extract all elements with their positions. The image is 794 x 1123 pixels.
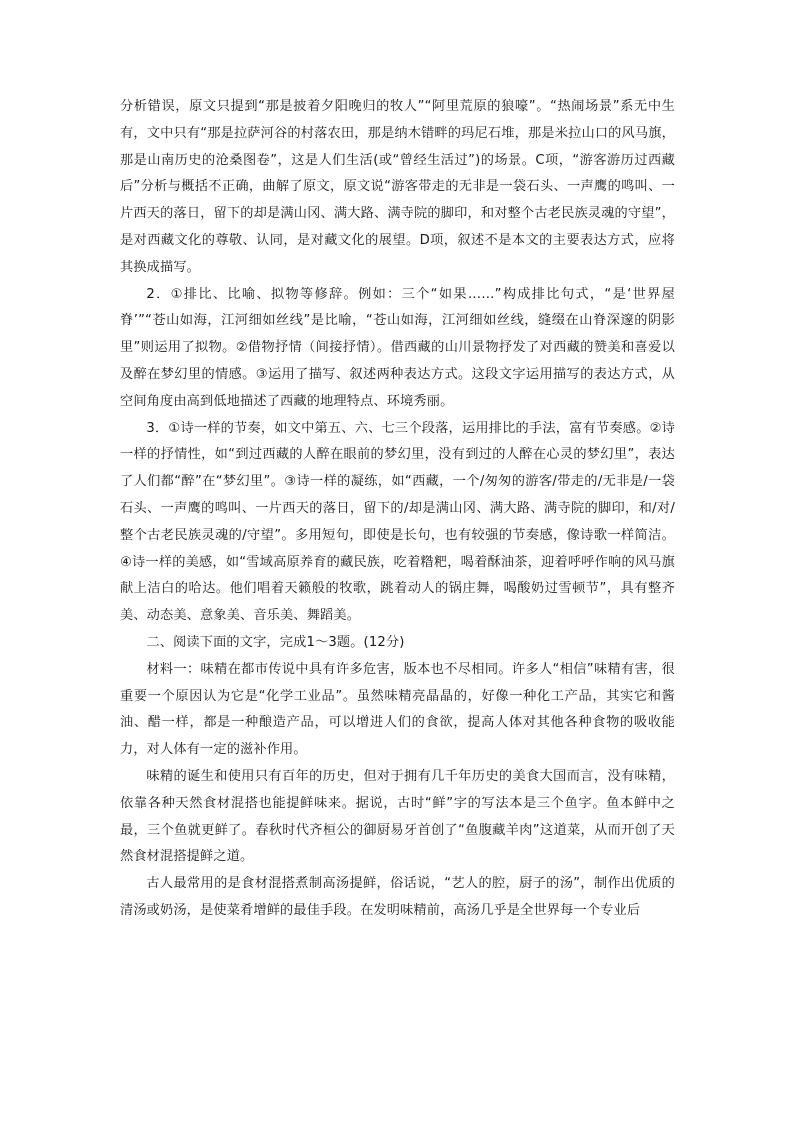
soup-stock-paragraph: 古人最常用的是食材混搭煮制高汤提鲜，俗话说，“艺人的腔，厨子的汤”，制作出优质的清汤或奶汤，是使菜肴增鲜的最佳手段。在发明味精前，高汤几乎是全世界每一个专业后 [120, 876, 675, 918]
answer-3-paragraph: 3．①诗一样的节奏，如文中第五、六、七三个段落，运用排比的手法，富有节奏感。②诗一样的抒情性，如“到过西藏的人醉在眼前的梦幻里，没有到过的人醉在心灵的梦幻里”，表达了人们都“醉”在“梦幻里”。③诗一样的凝练，如“西藏，一个/匆匆的游客/带走的/无非是/一袋石头、一声鹰的鸣叫、一片西天的落日，留下的/却是满山冈、满大路、满寺院的脚印，和/对/整个古老民族灵魂的/守望”。多用短句，即使是长句，也有较强的节奏感，像诗歌一样简洁。④诗一样的美感，如“雪域高原养育的藏民族，吃着糌粑，喝着酥油茶，迎着呼呼作响的风马旗献上洁白的哈达。他们唱着天籁般的牧歌，跳着动人的锅庄舞，喝酸奶过雪顿节”，具有整齐美、动态美、意象美、音乐美、舞蹈美。 [120, 420, 675, 624]
analysis-paragraph-1: 分析错误，原文只提到“那是披着夕阳晚归的牧人”“阿里荒原的狼嚎”。“热闹场景”系无中生有，文中只有“那是拉萨河谷的村落农田，那是纳木错畔的玛尼石堆，那是米拉山口的风马旗，那是山南历史的沧桑图卷”，这是人们生活(或“曾经生活过”)的场景。C项，“游客游历过西藏后”分析与概括不正确，曲解了原文，原文说“游客带走的无非是一袋石头、一声鹰的鸣叫、一片西天的落日，留下的却是满山冈、满大路、满寺院的脚印，和对整个古老民族灵魂的守望”，是对西藏文化的尊敬、认同，是对藏文化的展望。D项，叙述不是本文的主要表达方式，应将其换成描写。 [120, 99, 675, 275]
answer-2-paragraph: 2．①排比、比喻、拟物等修辞。例如：三个“如果……”构成排比句式，“是‘世界屋脊’”“苍山如海，江河细如丝线”是比喻，“苍山如海，江河细如丝线，缝缀在山脊深邃的阴影里”则运用了拟物。②借物抒情（间接抒情）。借西藏的山川景物抒发了对西藏的赞美和喜爱以及醉在梦幻里的情感。③运用了描写、叙述两种表达方式。这段文字运用描写的表达方式，从空间角度由高到低地描述了西藏的地理特点、环境秀丽。 [120, 286, 675, 409]
document-body [120, 94, 675, 925]
section-2-heading: 二、阅读下面的文字，完成1～3题。(12分) [146, 634, 405, 650]
material-1-paragraph: 材料一：味精在都市传说中具有许多危害，版本也不尽相同。许多人“相信”味精有害，很重要一个原因认为它是“化学工业品”。虽然味精亮晶晶的，好像一种化工产品，其实它和酱油、醋一样，都是一种酿造产品，可以增进人们的食欲，提高人体对其他各种食物的吸收能力，对人体有一定的滋补作用。 [120, 661, 675, 758]
msg-history-paragraph: 味精的诞生和使用只有百年的历史，但对于拥有几千年历史的美食大国而言，没有味精，依靠各种天然食材混搭也能提鲜味来。据说，古时“鲜”字的写法本是三个鱼字。鱼本鲜中之最，三个鱼就更鲜了。春秋时代齐桓公的御厨易牙首创了“鱼腹藏羊肉”这道菜，从而开创了天然食材混搭提鲜之道。 [120, 768, 675, 865]
